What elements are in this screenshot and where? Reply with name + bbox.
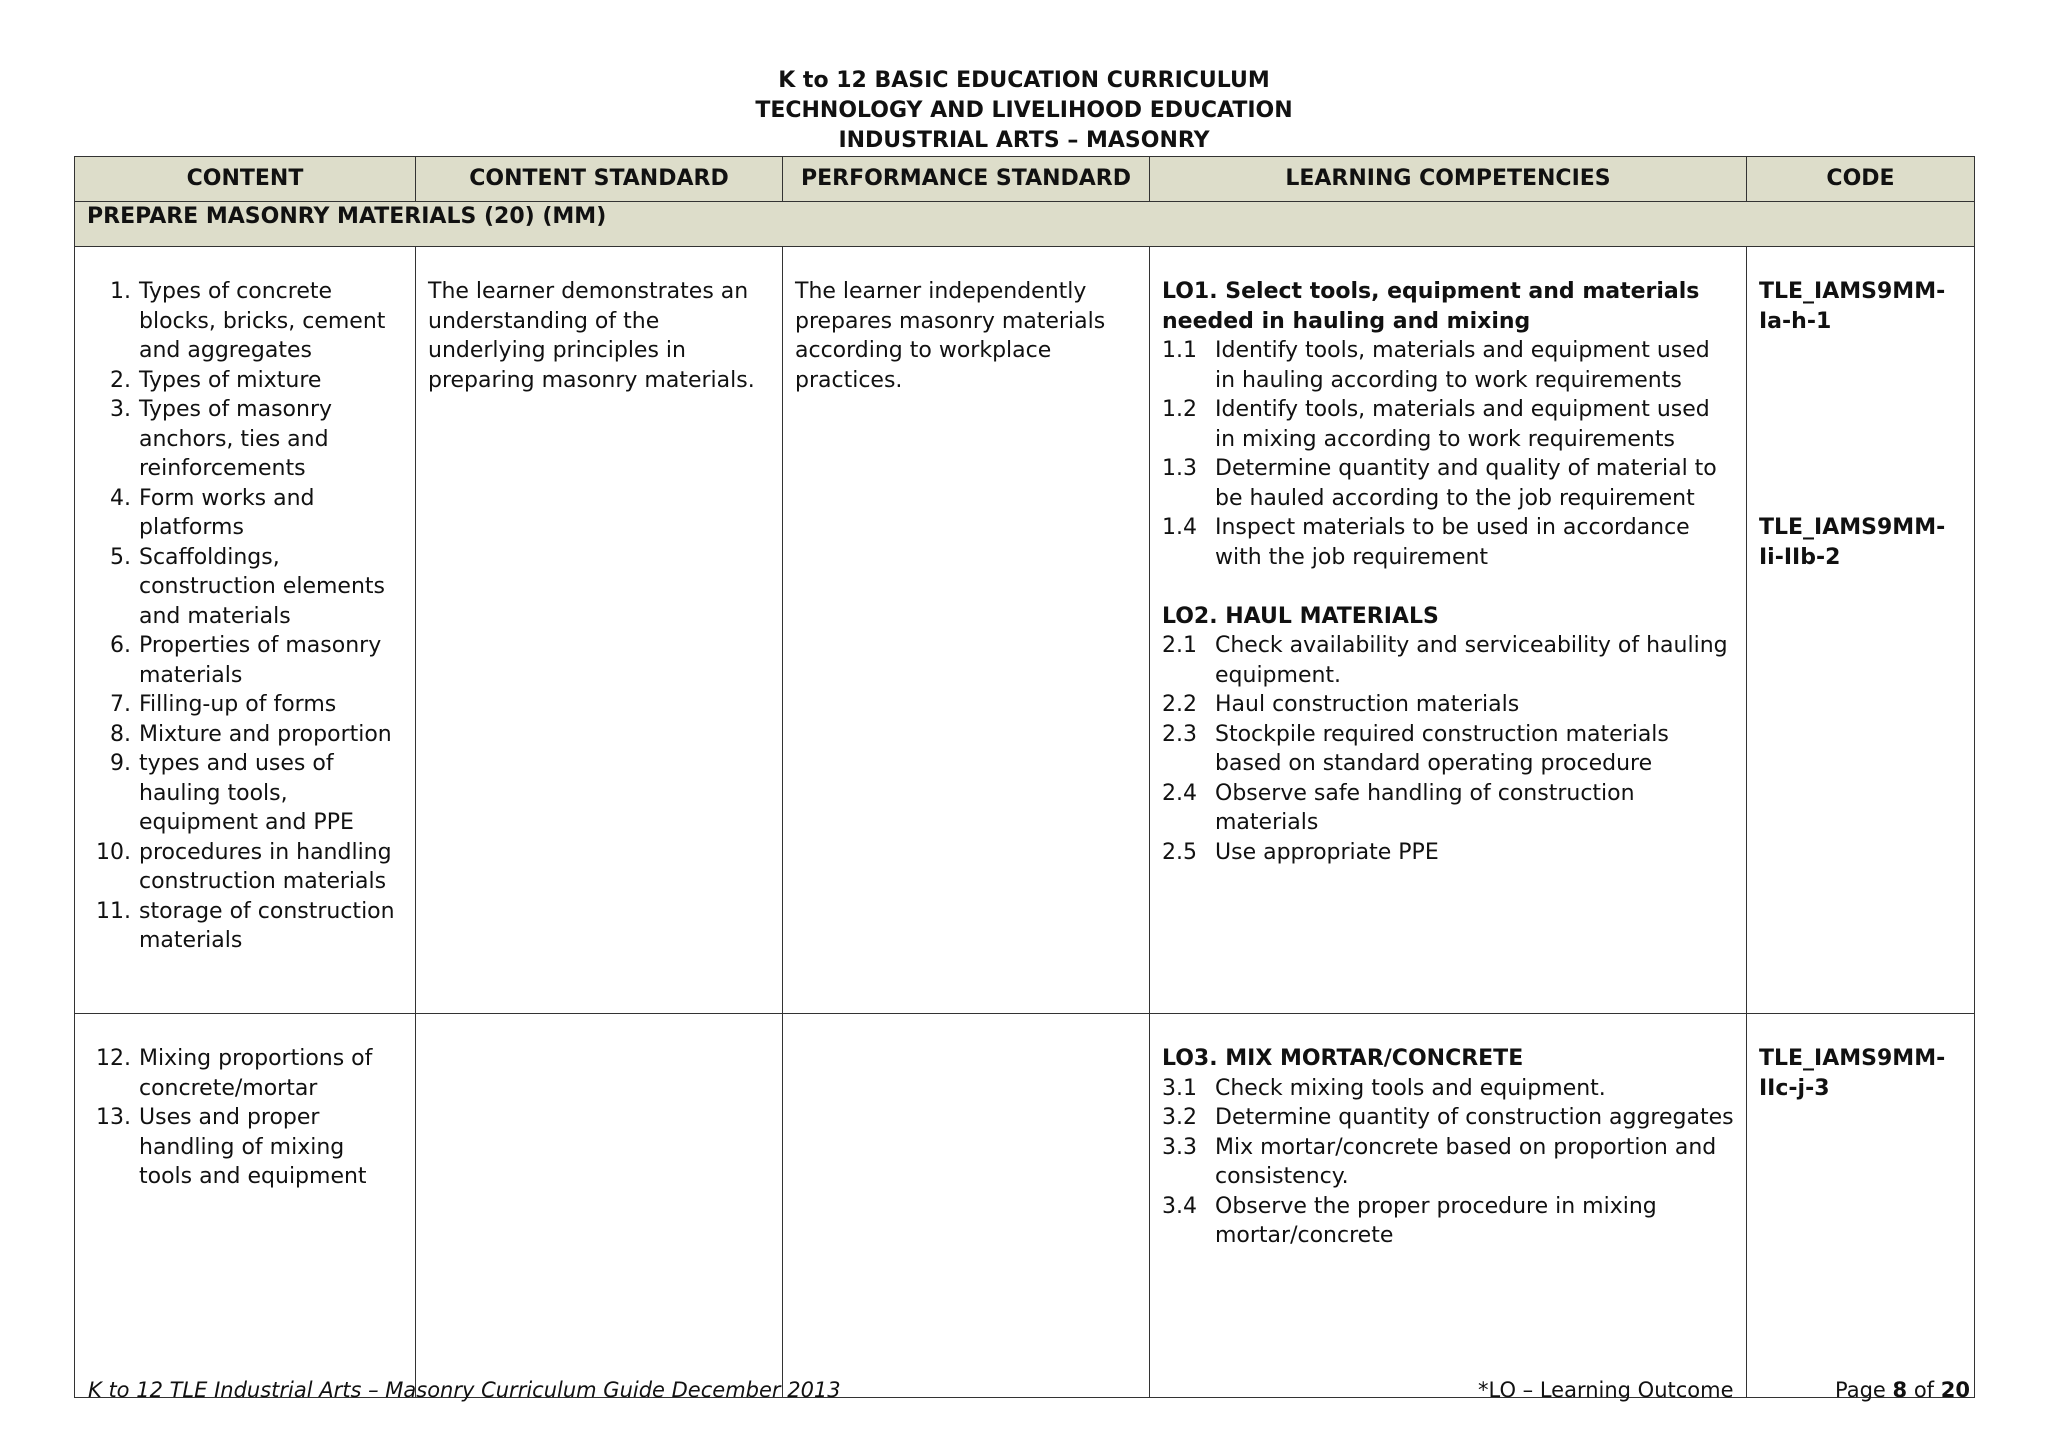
competency-item: 3.4 Observe the proper procedure in mixing mortar/concrete	[1162, 1193, 1657, 1248]
content-list-item: 12. Mixing proportions of concrete/mortar	[96, 1046, 373, 1101]
competency-item: 2.2 Haul construction materials	[1162, 692, 1520, 717]
document-header	[0, 66, 2048, 156]
content-list-item: 3. Types of masonry anchors, ties and reinforcements	[110, 397, 333, 481]
content-list-item: 1. Types of concrete blocks, bricks, cement and aggregates	[110, 279, 386, 363]
learning-competencies-cell	[1150, 247, 1747, 1014]
performance-standard-cell: The learner independently prepares masonry materials according to workplace practices.	[783, 247, 1150, 1014]
content-list	[87, 1044, 403, 1192]
lo3-code: TLE_IAMS9MM-IIc-j-3	[1759, 1046, 1946, 1101]
content-list-item: 11. storage of construction materials	[96, 898, 395, 953]
competency-item: 1.1 Identify tools, materials and equipment used in hauling according to work requirements	[1162, 338, 1710, 393]
page-number: Page 8 of 20	[1835, 1378, 1970, 1402]
header-specialization: INDUSTRIAL ARTS – MASONRY	[838, 128, 1210, 153]
lo2-title: LO2. HAUL MATERIALS	[1162, 603, 1439, 629]
content-list-item: 13. Uses and proper handling of mixing tools and equipment	[96, 1105, 367, 1189]
section-row	[75, 202, 1975, 247]
content-list-item: 7. Filling-up of forms	[110, 692, 337, 717]
lo1-title: LO1. Select tools, equipment and materials needed in hauling and mixing	[1162, 279, 1700, 334]
column-header-performance-standard: PERFORMANCE STANDARD	[783, 157, 1150, 202]
curriculum-table	[74, 156, 1975, 1398]
learning-competencies-cell	[1150, 1014, 1747, 1398]
column-header-content: CONTENT	[75, 157, 416, 202]
content-list-item: 2. Types of mixture	[110, 367, 322, 393]
header-title: K to 12 BASIC EDUCATION CURRICULUM	[778, 68, 1270, 93]
lo3-competency-list	[1162, 1074, 1734, 1251]
lo2-competency-list	[1162, 631, 1734, 867]
content-list-item: 8. Mixture and proportion	[110, 721, 392, 747]
content-cell	[75, 247, 416, 1014]
competency-item: 1.4 Inspect materials to be used in accordance with the job requirement	[1162, 515, 1690, 570]
lo3-title: LO3. MIX MORTAR/CONCRETE	[1162, 1046, 1524, 1071]
competency-item: 3.1 Check mixing tools and equipment.	[1162, 1075, 1606, 1101]
lo1-code: TLE_IAMS9MM-Ia-h-1	[1759, 279, 1946, 334]
competency-item: 3.2 Determine quantity of construction aggregates	[1162, 1105, 1734, 1130]
code-cell	[1747, 247, 1975, 1014]
column-header-learning-competencies: LEARNING COMPETENCIES	[1150, 157, 1747, 202]
content-standard-cell: The learner demonstrates an understanding of the underlying principles in preparing masonry materials.	[416, 247, 783, 1014]
competency-item: 1.3 Determine quantity and quality of material to be hauled according to the job requirement	[1162, 456, 1717, 511]
lo2-code: TLE_IAMS9MM-Ii-IIb-2	[1759, 515, 1946, 570]
competency-item: 2.1 Check availability and serviceability of hauling equipment.	[1162, 633, 1728, 688]
performance-standard-cell	[783, 1014, 1150, 1398]
content-cell	[75, 1014, 416, 1398]
content-list-item: 5. Scaffoldings, construction elements and materials	[110, 544, 385, 629]
competency-item: 2.4 Observe safe handling of construction materials	[1162, 780, 1635, 835]
content-list	[87, 277, 403, 956]
content-list-item: 6. Properties of masonry materials	[110, 633, 382, 688]
competency-item: 3.3 Mix mortar/concrete based on proportion and consistency.	[1162, 1134, 1717, 1189]
competency-item: 2.5 Use appropriate PPE	[1162, 839, 1439, 865]
table-row	[75, 247, 1975, 1014]
content-standard-cell	[416, 1014, 783, 1398]
table-row	[75, 1014, 1975, 1398]
content-list-item: 10. procedures in handling construction materials	[96, 839, 392, 894]
column-header-code: CODE	[1747, 157, 1975, 202]
code-cell	[1747, 1014, 1975, 1398]
footer-guide-title: K to 12 TLE Industrial Arts – Masonry Curriculum Guide December 2013	[88, 1378, 841, 1402]
content-list-item: 4. Form works and platforms	[110, 485, 315, 540]
footer-lo-note: *LO – Learning Outcome	[1478, 1378, 1734, 1402]
header-subject: TECHNOLOGY AND LIVELIHOOD EDUCATION	[755, 98, 1293, 123]
content-list-item: 9. types and uses of hauling tools, equipment and PPE	[110, 751, 354, 835]
table-header-row	[75, 157, 1975, 202]
competency-item: 2.3 Stockpile required construction materials based on standard operating procedure	[1162, 721, 1669, 776]
competency-item: 1.2 Identify tools, materials and equipment used in mixing according to work requirements	[1162, 397, 1710, 452]
section-title: PREPARE MASONRY MATERIALS (20) (MM)	[75, 202, 1975, 247]
column-header-content-standard: CONTENT STANDARD	[416, 157, 783, 202]
lo1-competency-list	[1162, 336, 1734, 572]
